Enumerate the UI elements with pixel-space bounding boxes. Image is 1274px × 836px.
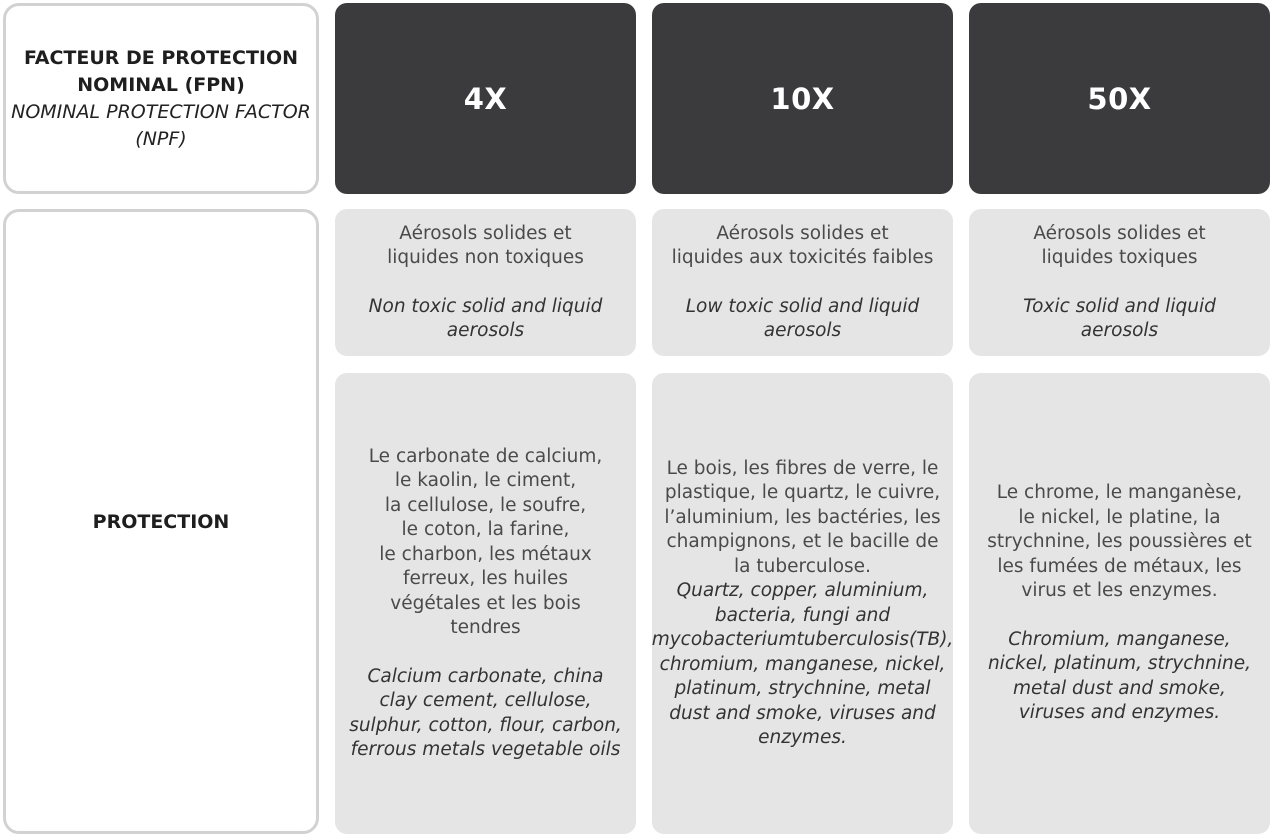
npf-subtitle: NOMINAL PROTECTION FACTOR (NPF) <box>11 100 311 150</box>
aerosol-en: Low toxic solid and liquid aerosols <box>685 295 920 341</box>
aerosol-cell-50x <box>969 209 1270 356</box>
aerosol-cell-10x <box>652 209 953 356</box>
aerosol-fr: Aérosols solides et liquides non toxiques <box>387 222 584 268</box>
aerosol-en: Toxic solid and liquid aerosols <box>1023 295 1216 341</box>
factor-header-10x <box>652 3 953 194</box>
fpn-label-cell <box>3 3 319 194</box>
protection-label-cell <box>3 209 319 834</box>
aerosol-fr: Aérosols solides et liquides aux toxicités faibles <box>671 222 934 268</box>
protection-cell-4x <box>335 373 636 834</box>
aerosol-cell-4x <box>335 209 636 356</box>
protection-en: Chromium, manganese, nickel, platinum, strychnine, metal dust and smoke, viruses and enzymes. <box>987 628 1252 724</box>
factor-header-4x <box>335 3 636 194</box>
protection-en: Quartz, copper, aluminium, bacteria, fungi and mycobacteriumtuberculosis(TB), chromium, manganese, nickel, platinum, strychnine, metal dust and smoke, viruses and enzymes. <box>651 580 954 748</box>
protection-label: PROTECTION <box>92 510 230 533</box>
fpn-title: FACTEUR DE PROTECTION NOMINAL (FPN) <box>23 46 299 96</box>
factor-header-50x <box>969 3 1270 194</box>
factor-value: 10X <box>770 81 835 116</box>
protection-cell-10x <box>652 373 953 834</box>
protection-en: Calcium carbonate, china clay cement, cellulose, sulphur, cotton, flour, carbon, ferrous metals vegetable oils <box>349 665 622 760</box>
protection-cell-50x <box>969 373 1270 834</box>
factor-value: 50X <box>1087 81 1152 116</box>
protection-fr: Le carbonate de calcium, le kaolin, le ciment, la cellulose, le soufre, le coton, la farine, le charbon, les métaux ferreux, les huiles végétales et les bois tendres <box>368 445 603 638</box>
factor-value: 4X <box>463 81 508 116</box>
protection-fr: Le bois, les fibres de verre, le plastique, le quartz, le cuivre, l’aluminium, les bactéries, les champignons, et le bacille de la tuberculose. <box>664 457 941 577</box>
aerosol-fr: Aérosols solides et liquides toxiques <box>1033 222 1206 268</box>
protection-fr: Le chrome, le manganèse, le nickel, le platine, la strychnine, les poussières et les fumées de métaux, les virus et les enzymes. <box>987 482 1252 602</box>
aerosol-en: Non toxic solid and liquid aerosols <box>368 295 603 341</box>
